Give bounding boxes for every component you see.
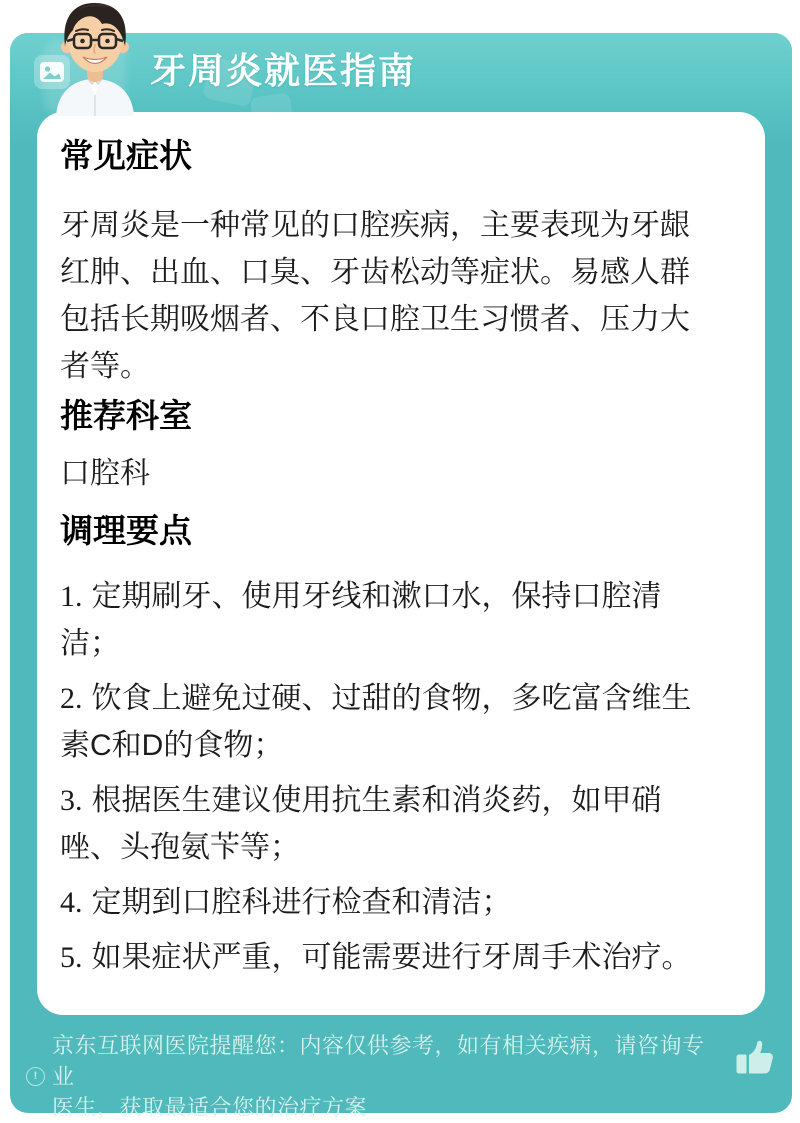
- thumbs-up-icon[interactable]: [733, 1036, 777, 1080]
- page-title: 牙周炎就医指南: [150, 50, 417, 91]
- list-number: 1.: [60, 580, 83, 613]
- content-card: [37, 112, 765, 1015]
- section-heading-care-points: 调理要点: [60, 512, 192, 549]
- section-heading-department: 推荐科室: [60, 397, 192, 434]
- department-paragraph: 口腔科: [60, 457, 150, 490]
- doctor-avatar-graphic: [48, 0, 142, 116]
- care-list-item-5: 5. 如果症状严重，可能需要进行牙周手术治疗。: [60, 941, 692, 974]
- care-list-item-1: 1. 定期刷牙、使用牙线和漱口水，保持口腔清 洁；: [60, 580, 662, 660]
- alert-circle-icon: !: [26, 1067, 45, 1086]
- care-list-item-3: 3. 根据医生建议使用抗生素和消炎药，如甲硝 唑、头孢氨苄等；: [60, 784, 662, 864]
- doctor-avatar: [48, 0, 142, 116]
- footer-disclaimer: [26, 1030, 726, 1123]
- care-list-item-4: 4. 定期到口腔科进行检查和清洁；: [60, 886, 512, 919]
- list-number: 3.: [60, 784, 83, 817]
- section-heading-symptoms: 常见症状: [60, 137, 192, 174]
- care-list-item-2: 2. 饮食上避免过硬、过甜的食物，多吃富含维生 素C和D的食物；: [60, 682, 692, 762]
- symptoms-paragraph: 牙周炎是一种常见的口腔疾病，主要表现为牙龈 红肿、出血、口臭、牙齿松动等症状。易感人群 包括长期吸烟者、不良口腔卫生习惯者、压力大 者等。: [60, 209, 690, 383]
- list-number: 2.: [60, 682, 83, 715]
- list-number: 5.: [60, 941, 83, 974]
- disclaimer-text: 京东互联网医院提醒您：内容仅供参考，如有相关疾病，请咨询专业 医生，获取最适合您的治疗方案: [52, 1033, 705, 1120]
- list-number: 4.: [60, 886, 83, 919]
